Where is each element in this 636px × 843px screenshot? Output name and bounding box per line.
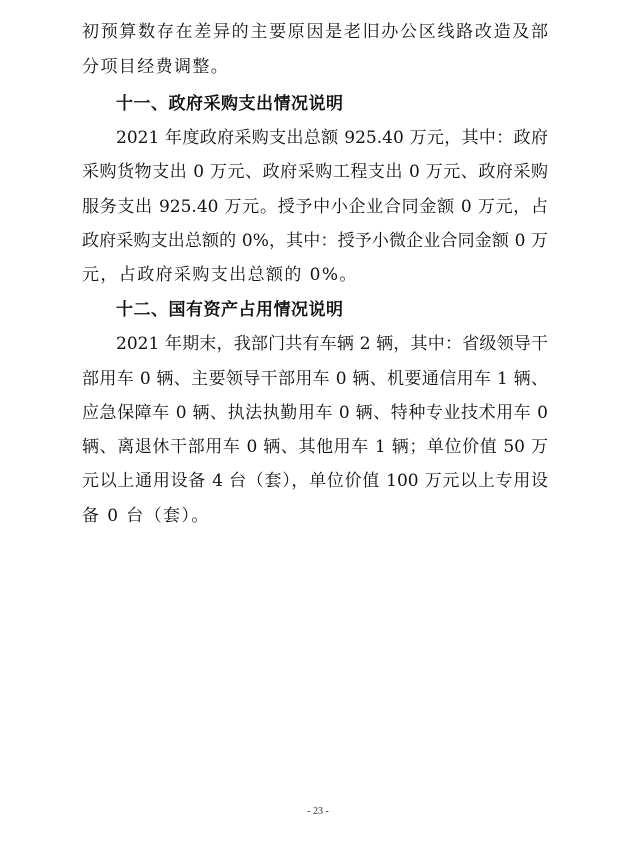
body-text-line: 服务支出 925.40 万元。授予中小企业合同金额 0 万元，占: [82, 197, 548, 217]
body-text-line: 备 0 台（套）。: [82, 506, 210, 526]
section-heading-procurement: 十一、政府采购支出情况说明: [116, 94, 344, 114]
body-text-line: 初预算数存在差异的主要原因是老旧办公区线路改造及部: [82, 22, 548, 42]
body-text-line: 分项目经费调整。: [82, 57, 230, 77]
section-heading-assets: 十二、国有资产占用情况说明: [116, 300, 344, 320]
body-text-line: 2021 年期末，我部门共有车辆 2 辆，其中：省级领导干: [116, 334, 548, 354]
body-text-line: 2021 年度政府采购支出总额 925.40 万元，其中：政府: [116, 128, 548, 148]
body-text-line: 采购货物支出 0 万元、政府采购工程支出 0 万元、政府采购: [82, 162, 548, 182]
body-text-line: 元以上通用设备 4 台（套），单位价值 100 万元以上专用设: [82, 471, 548, 491]
body-text-line: 辆、离退休干部用车 0 辆、其他用车 1 辆；单位价值 50 万: [82, 437, 548, 457]
body-text-line: 元，占政府采购支出总额的 0%。: [82, 265, 358, 285]
body-text-line: 政府采购支出总额的 0%，其中：授予小微企业合同金额 0 万: [82, 231, 548, 251]
page-number: - 23 -: [307, 806, 329, 817]
body-text-line: 应急保障车 0 辆、执法执勤用车 0 辆、特种专业技术用车 0: [82, 403, 548, 423]
body-text-line: 部用车 0 辆、主要领导干部用车 0 辆、机要通信用车 1 辆、: [82, 369, 548, 389]
